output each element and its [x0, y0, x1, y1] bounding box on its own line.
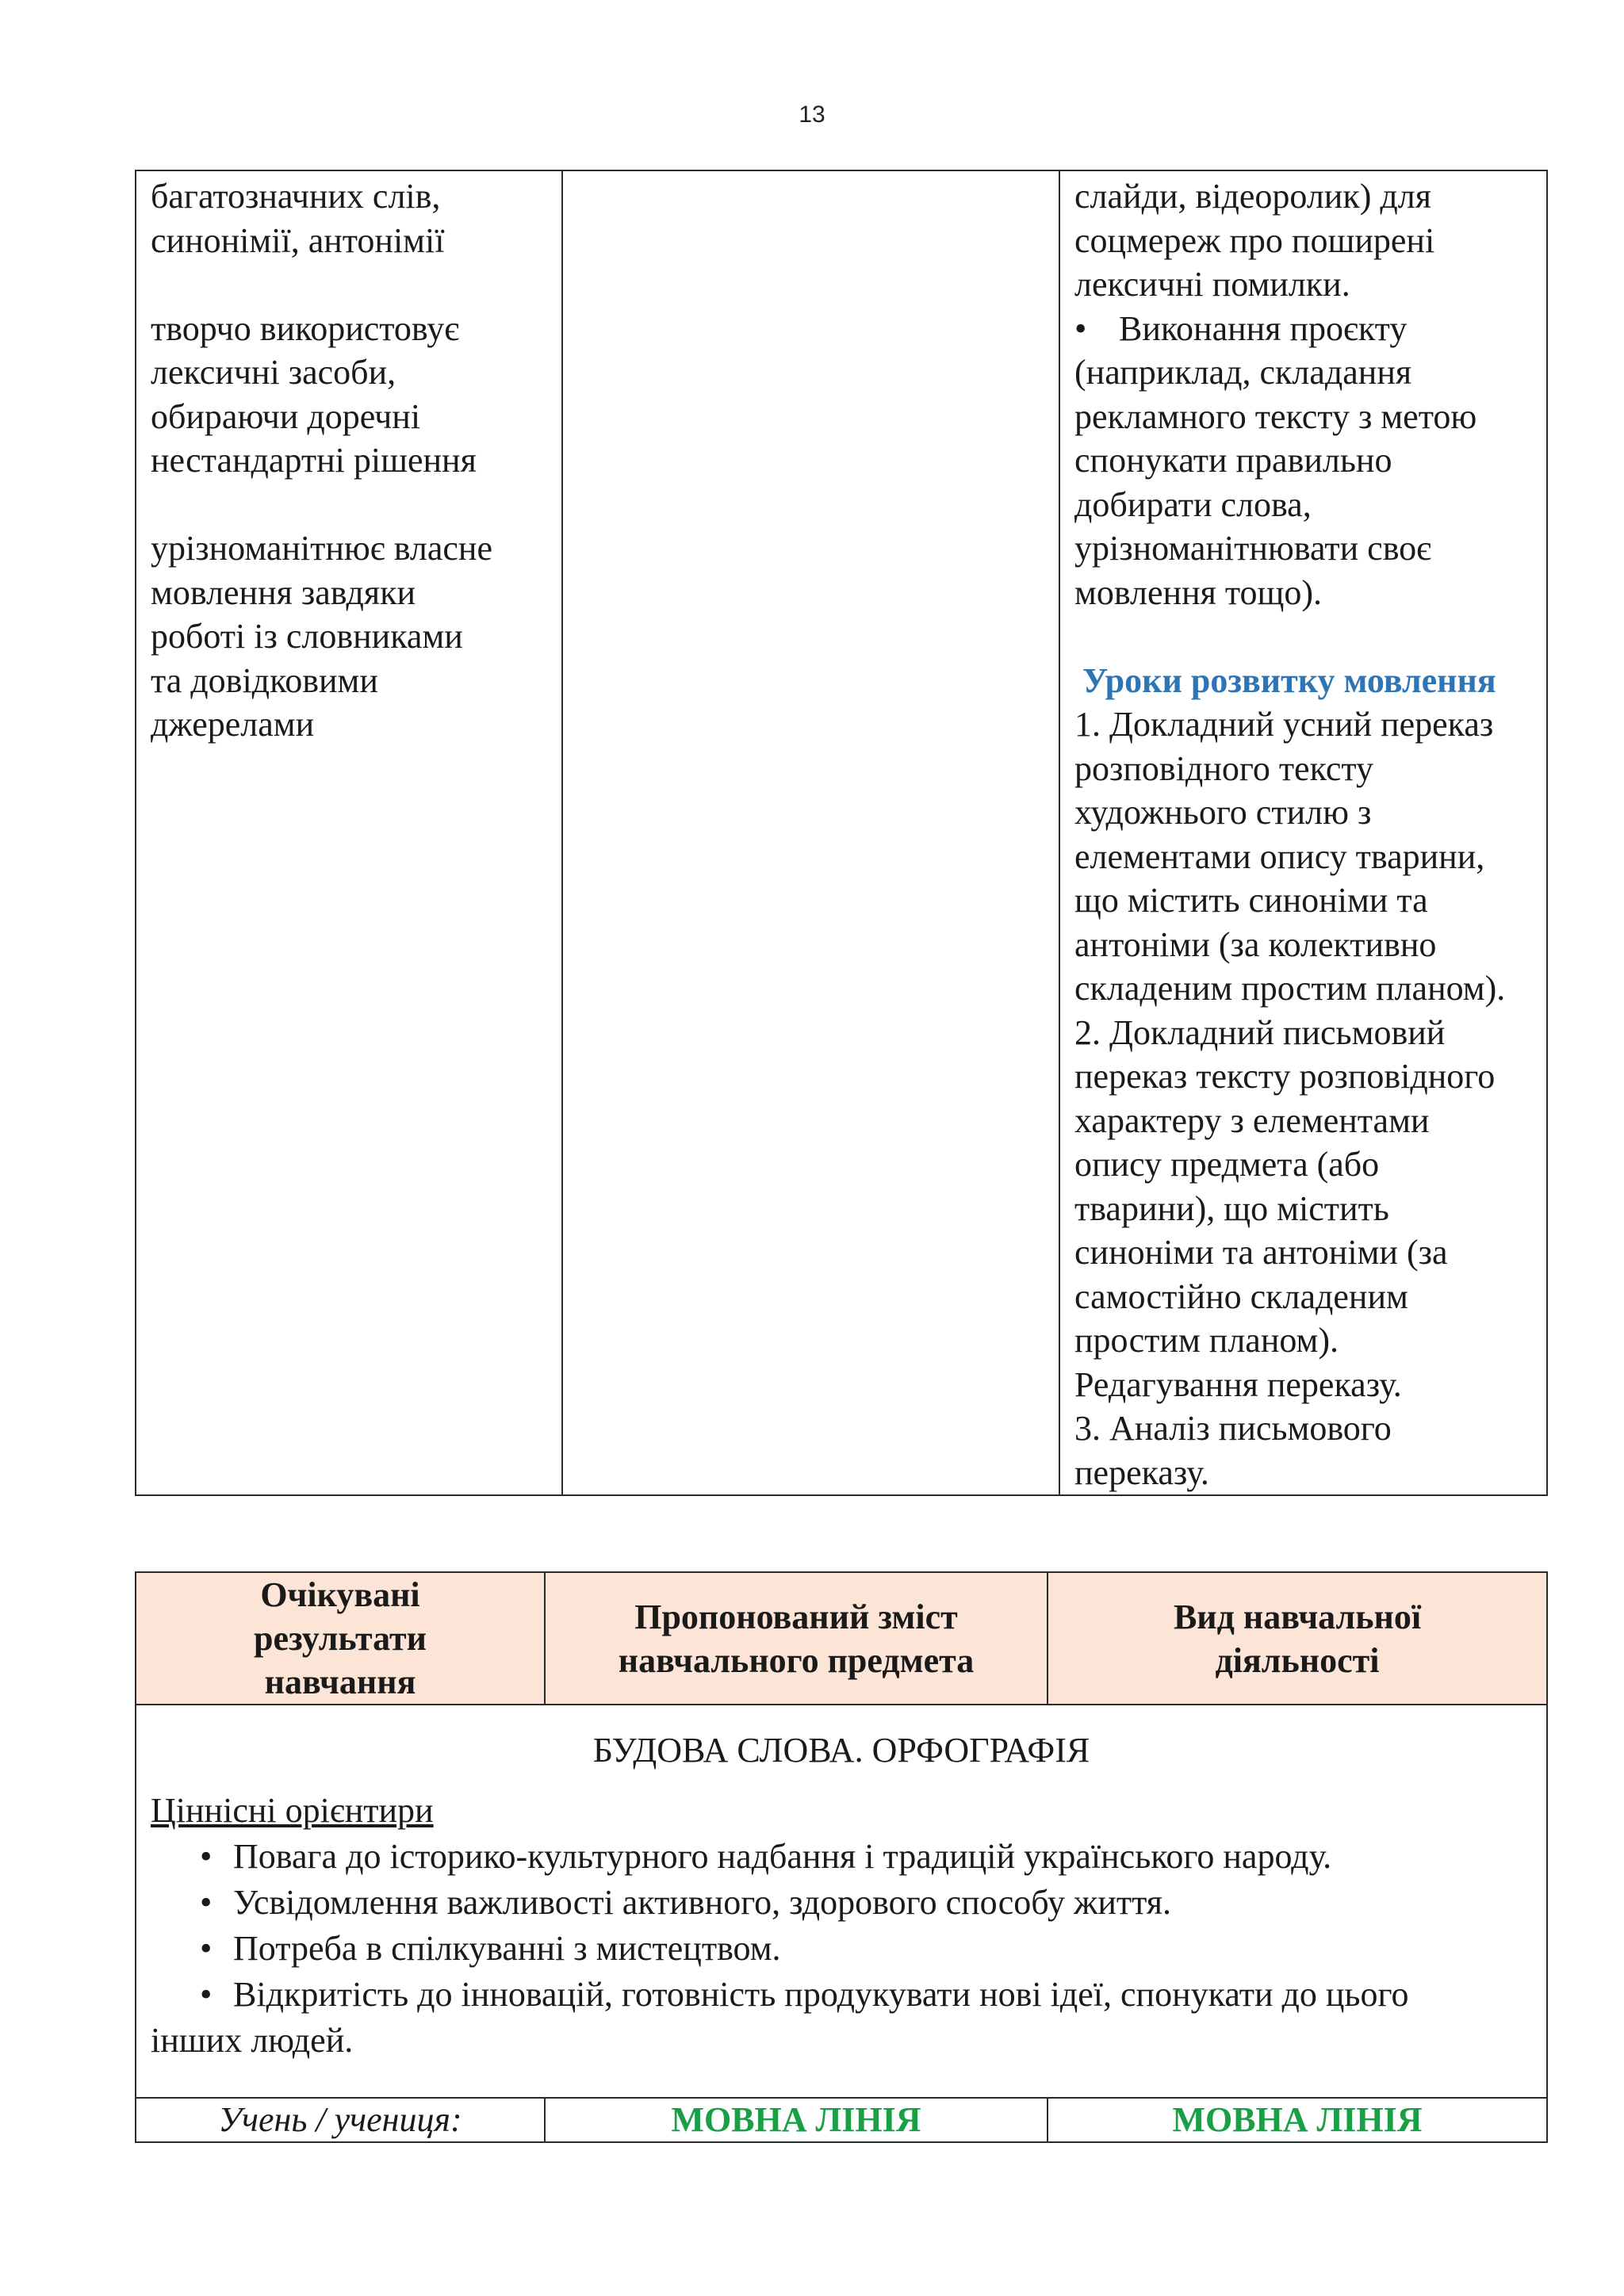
list-item [151, 1926, 1532, 1972]
header-line: результати [254, 1619, 427, 1658]
table-header-row [136, 1572, 1547, 1705]
header-line: навчального предмета [618, 1640, 975, 1680]
header-expected-results [136, 1572, 545, 1705]
curriculum-table-continued [135, 170, 1548, 1496]
text-line: роботі із словниками [151, 617, 463, 656]
results-paragraph-2 [151, 307, 555, 483]
text-line: опису предмета (або [1074, 1145, 1380, 1184]
bullet-text: Виконання проєкту [1119, 308, 1408, 348]
header-line: навчання [264, 1663, 416, 1701]
value-text: Відкритість до інновацій, готовність продукувати нові ідеї, спонукати до цього [233, 1975, 1409, 2014]
topic-row [136, 1705, 1547, 2098]
list-item [151, 1880, 1532, 1926]
text-line: елементами опису тварини, [1074, 836, 1485, 876]
text-line: Редагування переказу. [1074, 1364, 1402, 1404]
topic-title: БУДОВА СЛОВА. ОРФОГРАФІЯ [592, 1731, 1090, 1770]
text-line: складеним простим планом). [1074, 969, 1506, 1008]
text-line: простим планом). [1074, 1321, 1339, 1360]
text-line: художнього стилю з [1074, 793, 1372, 832]
speech-development-heading: Уроки розвитку мовлення [1082, 660, 1496, 700]
text-line: урізноманітнювати своє [1074, 529, 1432, 568]
expected-results-cell [136, 170, 562, 1495]
text-line: нестандартні рішення [151, 441, 477, 480]
text-line: синоніми та антоніми (за [1074, 1233, 1448, 1272]
bullet-icon: • [1074, 308, 1087, 348]
text-line: слайди, відеоролик) для [1074, 177, 1431, 216]
text-line: джерелами [151, 705, 315, 744]
header-line: Вид навчальної [1173, 1597, 1422, 1636]
values-title: Ціннісні орієнтири [151, 1791, 434, 1830]
activity-type-cell [1059, 170, 1547, 1495]
bullet-icon: • [200, 1837, 213, 1876]
text-line: спонукати правильно [1074, 441, 1392, 480]
text-line: соцмереж про поширені [1074, 220, 1435, 260]
footer-row [136, 2098, 1547, 2142]
values-list [151, 1834, 1532, 2064]
header-line: Очікувані [260, 1575, 420, 1614]
text-line: добирати слова, [1074, 484, 1312, 524]
value-text: Потреба в спілкуванні з мистецтвом. [233, 1929, 781, 1968]
bullet-icon: • [200, 1975, 213, 2014]
header-line: діяльності [1215, 1640, 1380, 1680]
text-line: рекламного тексту з метою [1074, 396, 1477, 436]
subject-content-cell [562, 170, 1059, 1495]
bullet-icon: • [200, 1929, 213, 1968]
topic-cell [136, 1705, 1547, 2098]
results-paragraph-3 [151, 526, 555, 747]
project-bullet [1074, 307, 1543, 351]
list-item [151, 1834, 1532, 1880]
text-line: мовлення завдяки [151, 572, 416, 612]
text-line: розповідного тексту [1074, 748, 1374, 788]
value-text: Усвідомлення важливості активного, здорового способу життя. [233, 1883, 1172, 1922]
text-line: лексичні засоби, [151, 353, 396, 392]
text-line: 1. Докладний усний переказ [1074, 705, 1494, 744]
text-line: лексичні помилки. [1074, 265, 1350, 304]
text-line: урізноманітнює власне [151, 529, 492, 568]
value-text: Повага до історико-культурного надбання і традицій українського народу. [233, 1837, 1332, 1876]
text-line: самостійно складеним [1074, 1276, 1408, 1316]
text-line: мовлення тощо). [1074, 572, 1323, 612]
text-line: та довідковими [151, 660, 378, 700]
page-number: 13 [799, 101, 825, 128]
text-line: обираючи доречні [151, 396, 421, 436]
text-line: тварини), що містить [1074, 1188, 1389, 1228]
text-line: переказу. [1074, 1452, 1209, 1492]
bullet-icon: • [200, 1883, 213, 1922]
text-line: синонімії, антонімії [151, 220, 445, 260]
header-subject-content [545, 1572, 1048, 1705]
student-label: Учень / учениця: [136, 2098, 545, 2142]
text-line: переказ тексту розповідного [1074, 1057, 1496, 1096]
results-paragraph-1 [151, 174, 555, 262]
curriculum-table-word-structure [135, 1571, 1548, 2143]
text-line: 2. Докладний письмовий [1074, 1012, 1446, 1052]
language-line-label: МОВНА ЛІНІЯ [1048, 2098, 1547, 2142]
blank-line [1074, 614, 1543, 659]
header-line: Пропонований зміст [634, 1597, 958, 1636]
list-item [151, 1972, 1532, 2018]
text-line: антоніми (за колективно [1074, 924, 1437, 964]
text-line: 3. Аналіз письмового [1074, 1409, 1392, 1448]
text-line: творчо використовує [151, 308, 460, 348]
text-line: що містить синоніми та [1074, 881, 1428, 920]
text-line: характеру з елементами [1074, 1100, 1430, 1140]
text-line: багатозначних слів, [151, 177, 441, 216]
header-activity-type [1048, 1572, 1547, 1705]
language-line-label: МОВНА ЛІНІЯ [545, 2098, 1048, 2142]
list-item-continuation: інших людей. [151, 2021, 354, 2060]
text-line: (наприклад, складання [1074, 353, 1412, 392]
